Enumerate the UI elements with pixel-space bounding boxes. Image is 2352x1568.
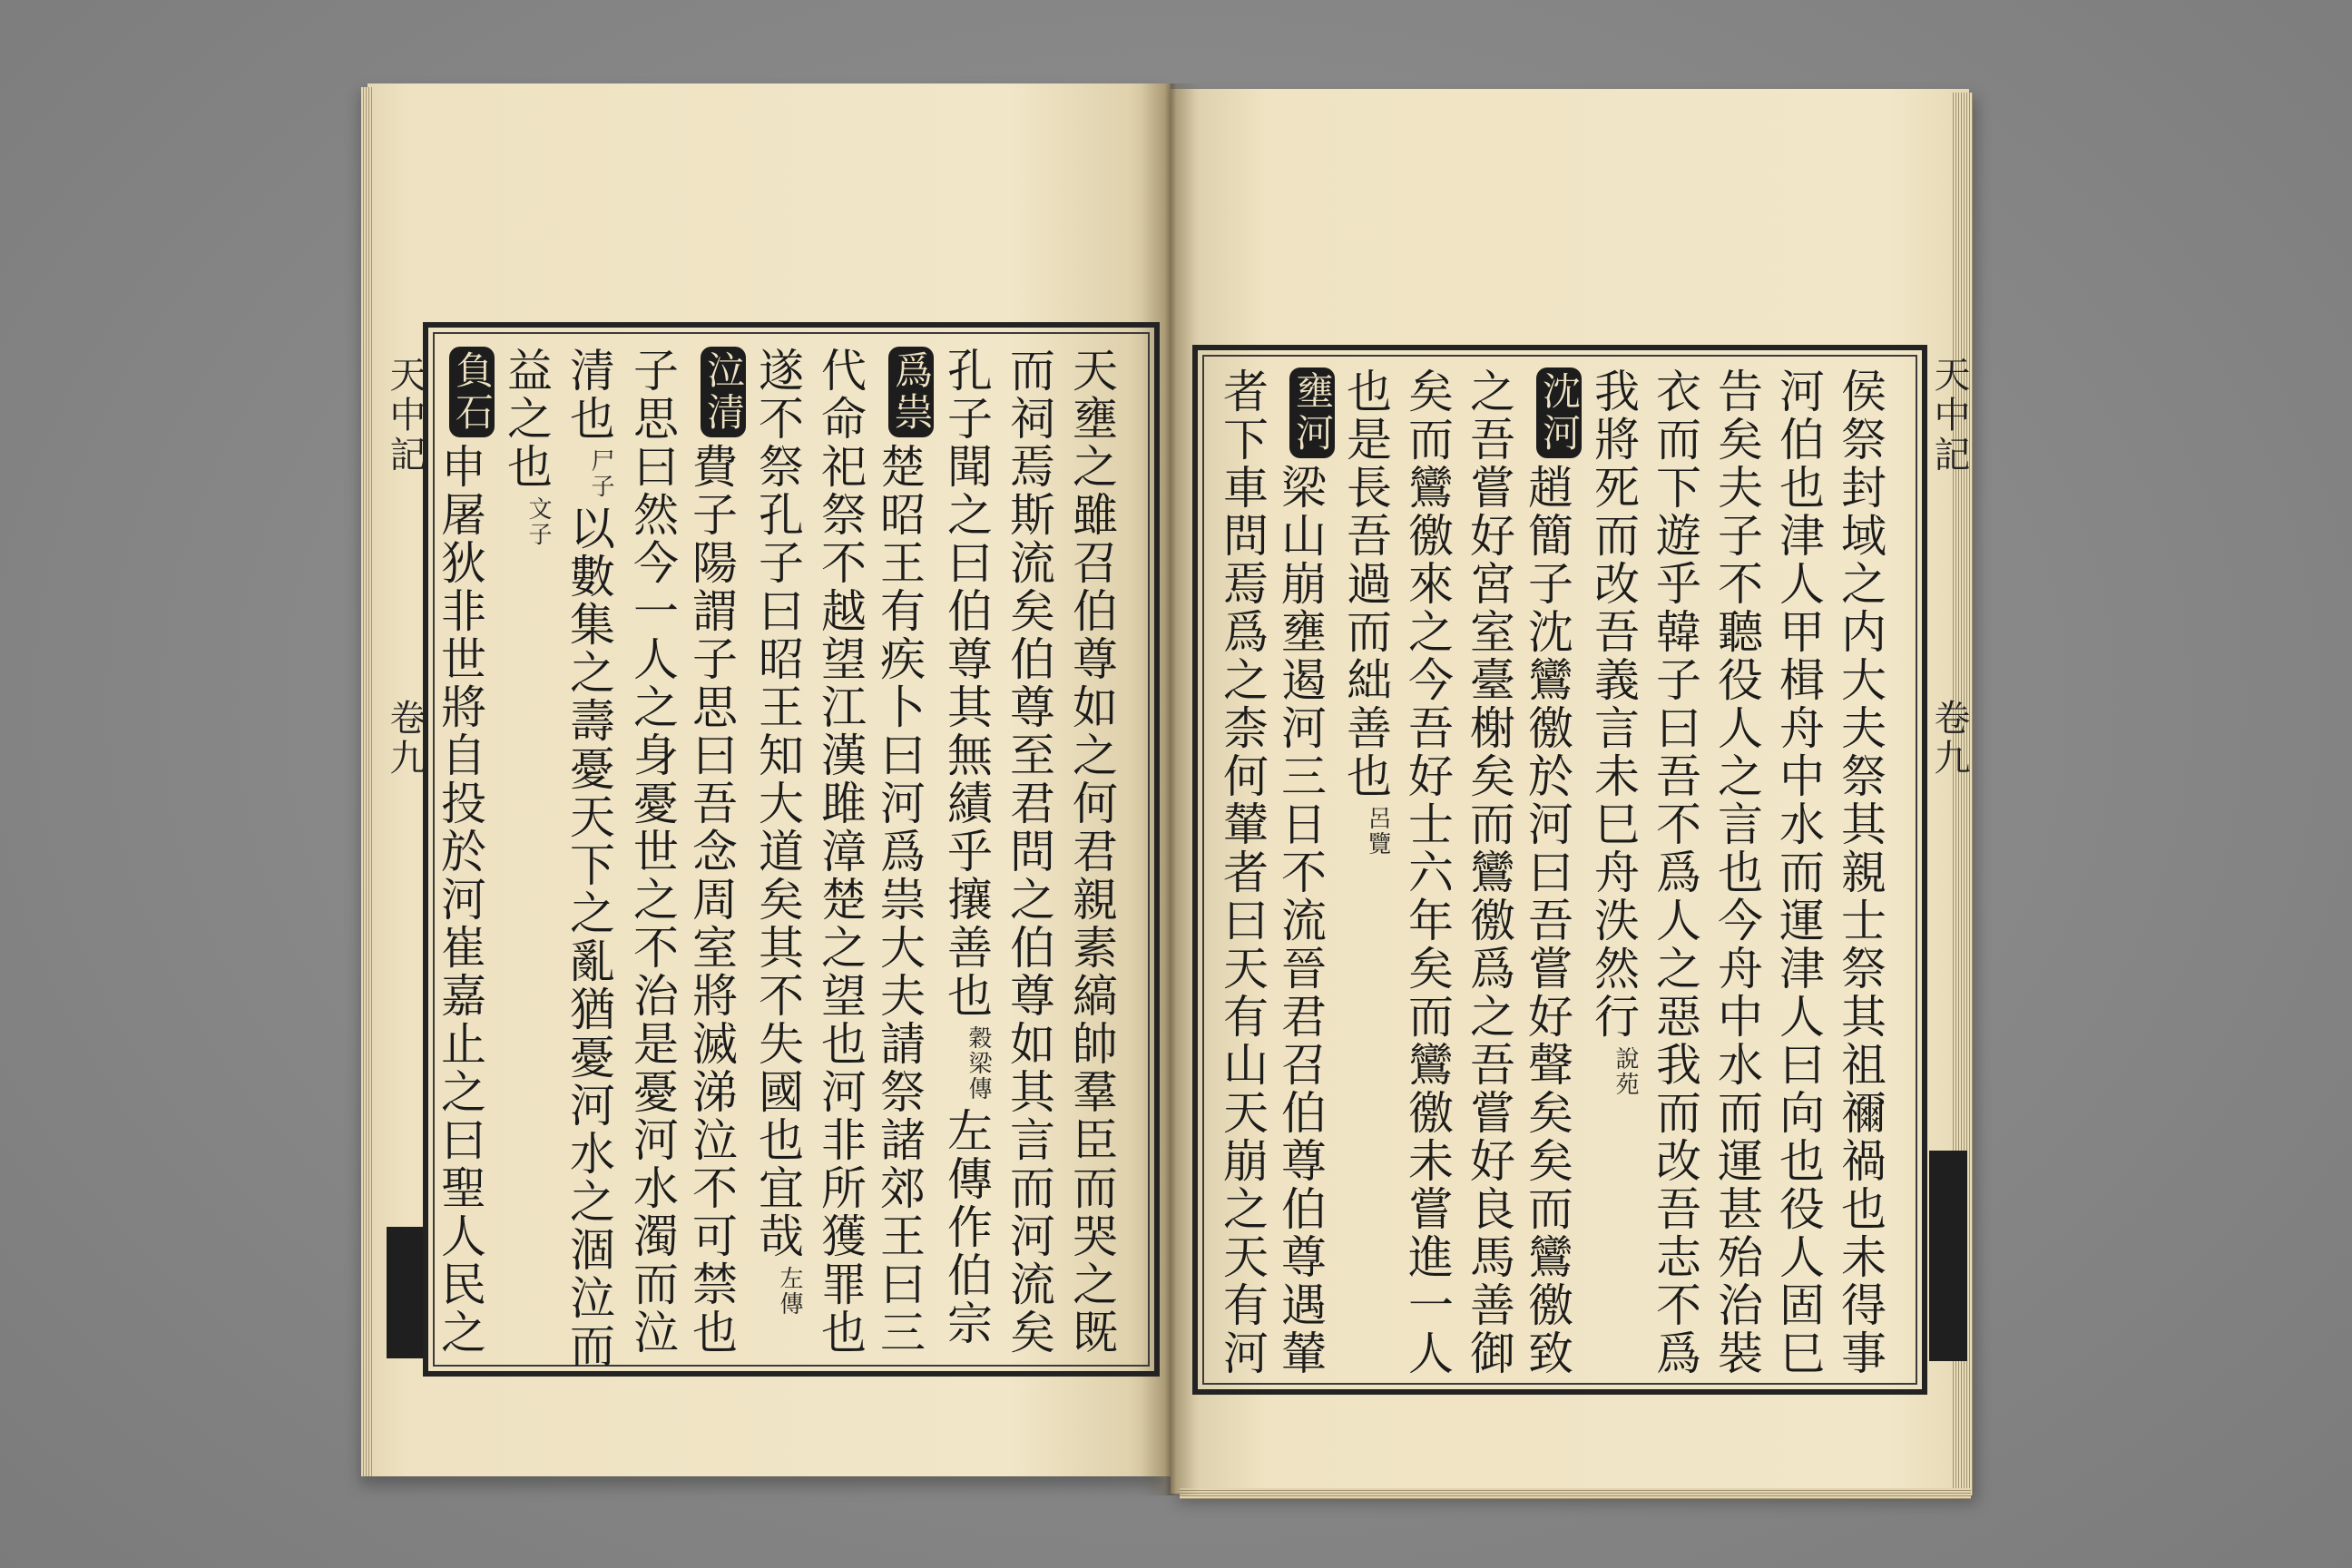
column-text: 清也 [563,347,615,443]
column-text: 梁山崩壅遏河三日不流晉君召伯尊伯尊遇輦 [1274,464,1327,1377]
section-label: 壅河 [1289,368,1335,458]
column-text: 趙簡子沈鸞徼於河曰吾嘗好聲矣矣而鸞徼致 [1521,464,1573,1377]
source-note: 文子 [524,496,552,547]
right-margin-volume: 卷九 [1928,699,1970,779]
text-column [936,347,997,1357]
column-text: 子思曰然今一人之身憂世之不治是憂河水濁而泣 [626,347,679,1357]
column-text: 矣而鸞徼來之今吾好士六年矣而鸞徼未嘗進一人 [1401,368,1454,1377]
text-column [1520,368,1582,1377]
bottom-page-stack [1180,1488,1971,1499]
column-text: 益之也 [500,347,553,491]
text-column [1396,368,1458,1377]
section-label: 泣清 [701,347,746,437]
column-text: 河伯也津人甲楫舟中水而運津人曰向也役人固巳 [1772,368,1825,1377]
section-label: 負石 [449,347,495,437]
text-column [1583,368,1644,1377]
source-note: 左傳 [776,1266,803,1317]
column-text: 侯祭封域之内大夫祭其親士祭其祖禰禍也未得事 [1834,368,1886,1377]
text-column [1335,368,1396,1377]
column-text: 代命祀祭不越望江漢雎漳楚之望也河非所獲罪也 [814,347,867,1357]
left-margin-volume: 卷九 [384,699,426,779]
column-text: 者下車問焉爲之柰何輦者曰天有山天崩之天有河 [1216,368,1269,1377]
left-fishtail-mark [387,1227,423,1358]
text-column [872,347,934,1357]
text-column [1211,368,1273,1377]
text-column [809,347,871,1357]
section-label: 爲祟 [888,347,934,437]
text-column [622,347,683,1357]
text-column [1458,368,1520,1377]
left-fore-edge [361,87,374,1476]
column-text: 天壅之雖召伯尊如之何君親素縞帥羣臣而哭之既 [1065,347,1118,1357]
text-column [684,347,746,1357]
source-note: 說苑 [1612,1046,1639,1097]
column-text-continued: 左傳作伯宗 [940,1107,993,1348]
right-margin-title: 天中記 [1928,356,1970,475]
right-fishtail-mark [1929,1151,1967,1361]
column-text: 之吾嘗好宮室臺榭矣而鸞徼爲之吾嘗好良馬善御 [1463,368,1515,1377]
source-note: 尸子 [587,448,614,499]
column-text: 申屠狄非世將自投於河崔嘉止之曰聖人民之 [434,443,486,1357]
column-text: 孔子聞之曰伯尊其無績乎攘善也 [940,347,993,1020]
text-column [1829,368,1891,1377]
text-column [1273,368,1335,1377]
text-column [747,347,808,1357]
text-column [1644,368,1706,1377]
column-text: 衣而下遊乎韓子曰吾不爲人之惡我而改吾志不爲 [1649,368,1701,1377]
text-column [1061,347,1122,1357]
text-column [998,347,1060,1357]
column-text: 遂不祭孔子曰昭王知大道矣其不失國也宜哉 [751,347,804,1260]
column-text: 我將死而改吾義言未巳舟泆然行 [1587,368,1640,1041]
column-text: 告矣夫子不聽役人之言也今舟中水而運甚殆治裝 [1710,368,1763,1377]
source-note: 穀梁傳 [965,1025,992,1102]
column-text: 楚昭王有疾卜曰河爲祟大夫請祭諸郊王曰三 [873,443,926,1357]
column-text: 費子陽謂子思曰吾念周室將滅涕泣不可禁也 [685,443,738,1357]
text-column [433,347,495,1357]
text-column [558,347,620,1370]
column-text: 也是長吾過而絀善也 [1339,368,1392,800]
column-text-continued: 以數集之壽憂天下之亂猶憂河水之涸泣而 [563,505,615,1370]
source-note: 呂覽 [1364,806,1391,857]
left-margin-title: 天中記 [384,356,426,475]
text-column [495,347,557,1357]
text-column [1706,368,1768,1377]
text-column [1768,368,1829,1377]
column-text: 而祠焉斯流矣伯尊至君問之伯尊如其言而河流矣 [1003,347,1055,1357]
section-label: 沈河 [1536,368,1582,458]
